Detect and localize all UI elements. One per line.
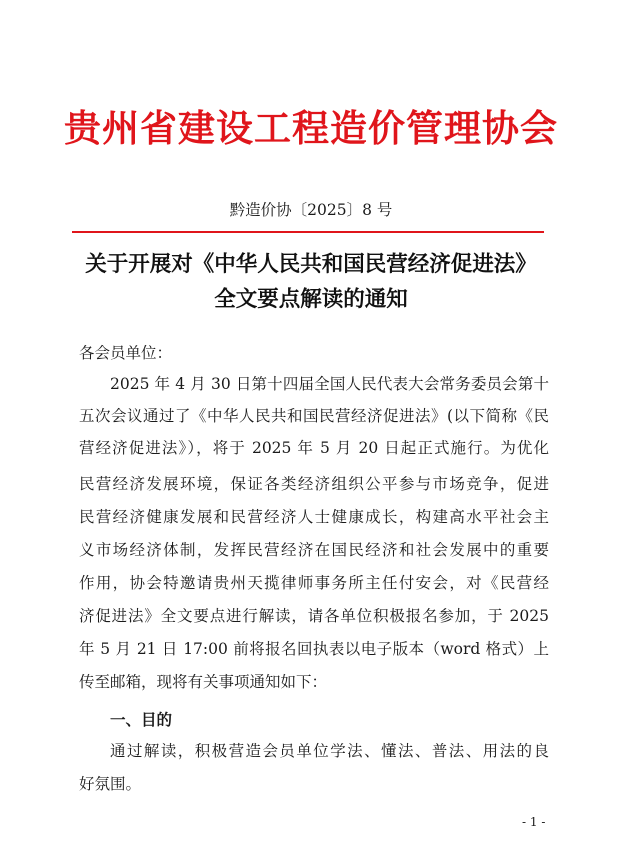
- paragraph1-line: 作用，协会特邀请贵州天揽律师事务所主任付安会，对《民营经: [79, 574, 549, 592]
- paragraph1-line: 年 5 月 21 日 17:00 前将报名回执表以电子版本（word 格式）上: [79, 640, 549, 658]
- section1-line: 通过解读，积极营造会员单位学法、懂法、普法、用法的良: [110, 742, 549, 760]
- notice-title-line-1: 关于开展对《中华人民共和国民营经济促进法》: [85, 252, 537, 277]
- paragraph1-line: 传至邮箱，现将有关事项通知如下：: [79, 673, 328, 691]
- paragraph1-line: 民营经济健康发展和民营经济人士健康成长，构建高水平社会主: [79, 508, 549, 526]
- paragraph1-line: 民营经济发展环境，保证各类经济组织公平参与市场竞争，促进: [79, 475, 549, 493]
- section-heading-purpose: 一、目的: [110, 710, 173, 729]
- paragraph1-line: 五次会议通过了《中华人民共和国民营经济促进法》(以下简称《民: [79, 407, 549, 425]
- salutation: 各会员单位：: [79, 344, 173, 362]
- paragraph1-line: 义市场经济体制，发挥民营经济在国民经济和社会发展中的重要: [79, 541, 549, 559]
- document-number: 黔造价协〔2025〕8 号: [229, 201, 393, 219]
- page-number: - 1 -: [522, 815, 546, 829]
- organization-letterhead: 贵州省建设工程造价管理协会: [64, 106, 558, 150]
- section1-line: 好氛围。: [79, 775, 142, 793]
- paragraph1-line: 济促进法》全文要点进行解读，请各单位积极报名参加，于 2025: [79, 607, 549, 625]
- letterhead-divider: [72, 231, 544, 233]
- paragraph1-line: 营经济促进法》），将于 2025 年 5 月 20 日起正式施行。为优化: [79, 439, 549, 457]
- notice-title-line-2: 全文要点解读的通知: [214, 287, 408, 312]
- paragraph1-line: 2025 年 4 月 30 日第十四届全国人民代表大会常务委员会第十: [110, 375, 549, 393]
